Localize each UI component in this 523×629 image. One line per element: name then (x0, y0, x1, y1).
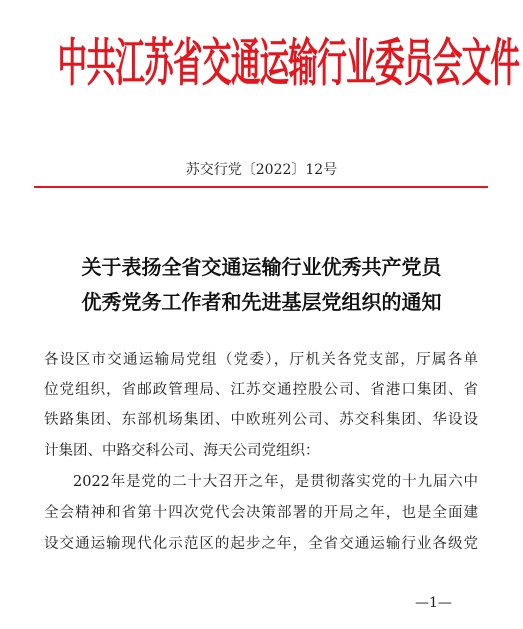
document-header-title: 中共江苏省交通运输行业委员会文件 (57, 31, 520, 93)
page-number: —1— (415, 595, 452, 611)
recipients-line-2: 位党组织，省邮政管理局、江苏交通控股公司、省港口集团、省 (44, 382, 478, 398)
red-separator-line (34, 186, 488, 188)
paragraph-line-1: 2022年是党的二十大召开之年，是贯彻落实党的十九届六中 (73, 474, 478, 490)
recipients-line-1: 各设区市交通运输局党组（党委），厅机关各党支部，厅属各单 (44, 352, 478, 368)
recipients-line-4: 计集团、中路交科公司、海天公司党组织： (44, 443, 320, 459)
paragraph-line-3: 设交通运输现代化示范区的起步之年，全省交通运输行业各级党 (44, 536, 478, 552)
paragraph-line-2: 全会精神和省第十四次党代会决策部署的开局之年，也是全面建 (44, 505, 478, 521)
document-number: 苏交行党〔2022〕12号 (185, 162, 338, 178)
recipients-line-3: 铁路集团、东部机场集团、中欧班列公司、苏交科集团、华设设 (44, 412, 478, 428)
notice-title-line-2: 优秀党务工作者和先进基层党组织的通知 (81, 290, 442, 314)
notice-title-line-1: 关于表扬全省交通运输行业优秀共产党员 (81, 255, 442, 279)
